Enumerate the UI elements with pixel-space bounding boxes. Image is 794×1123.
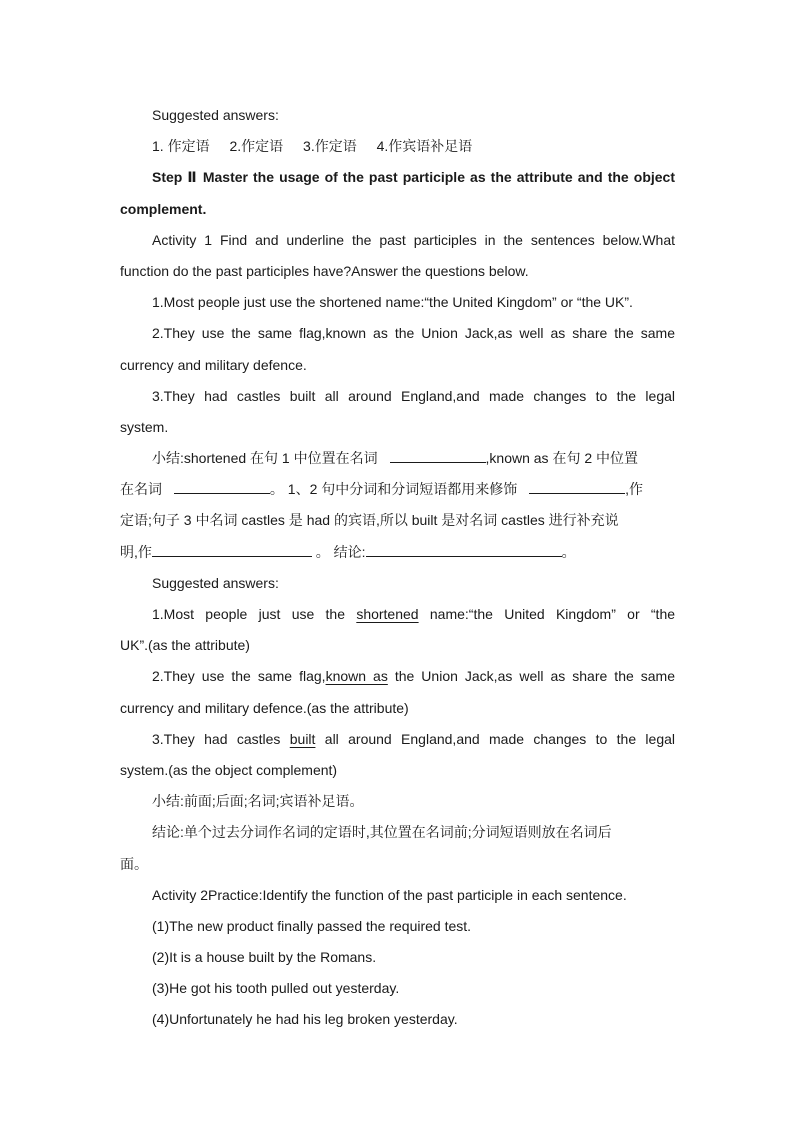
underlined-participle: shortened bbox=[356, 606, 419, 622]
summary-text: ,known as 在句 2 中位置 bbox=[485, 450, 639, 467]
activity1-intro: Activity 1 Find and underline the past participles in the sentences below.What bbox=[152, 231, 675, 248]
suggested-answers-label: Suggested answers: bbox=[152, 574, 279, 591]
practice-item: (4)Unfortunately he had his leg broken yesterday. bbox=[152, 1011, 458, 1028]
answer-text: the Union Jack,as well as share the same bbox=[394, 668, 676, 685]
answer-item: 1. 作定语 bbox=[152, 138, 210, 155]
summary-line: 定语;句子 3 中名词 castles 是 had 的宾语,所以 built 是对名词 castles 进行补充说 bbox=[120, 512, 619, 529]
fill-blank[interactable] bbox=[152, 542, 312, 557]
summary-text: 。 1、2 句中分词和分词短语都用来修饰 bbox=[269, 481, 518, 498]
answer-list bbox=[120, 131, 675, 162]
summary-line bbox=[120, 537, 675, 568]
answer-text: name:“the United Kingdom” or “the bbox=[429, 606, 676, 622]
answer-sentence-2 bbox=[120, 661, 675, 692]
practice-item: (3)He got his tooth pulled out yesterday. bbox=[152, 980, 400, 997]
summary-text: 小结:shortened 在句 1 中位置在名词 bbox=[152, 450, 378, 467]
activity2-intro: Activity 2Practice:Identify the function of the past participle in each sentence. bbox=[152, 886, 627, 903]
sentence-2-cont: currency and military defence. bbox=[120, 356, 307, 373]
summary-text: 。 结论: bbox=[315, 543, 366, 560]
fill-blank[interactable] bbox=[366, 542, 562, 557]
document-body bbox=[120, 100, 675, 1036]
fill-blank[interactable] bbox=[174, 479, 270, 494]
summary-text: 在名词 bbox=[120, 481, 162, 498]
summary-text: 明,作 bbox=[120, 543, 152, 560]
answer-item: 3.作定语 bbox=[303, 138, 357, 155]
underlined-participle: known as bbox=[325, 668, 388, 685]
sentence-3-cont: system. bbox=[120, 418, 169, 435]
step-heading-line: Step Ⅱ Master the usage of the past participle as the attribute and the object bbox=[152, 169, 675, 186]
summary-answer: 小结:前面;后面;名词;宾语补足语。 bbox=[152, 793, 364, 810]
sentence-2: 2.They use the same flag,known as the Union Jack,as well as share the same bbox=[152, 325, 675, 342]
answer-sentence-1-cont: UK”.(as the attribute) bbox=[120, 637, 250, 654]
answer-text: 3.They had castles bbox=[152, 730, 281, 747]
step-heading-line: complement. bbox=[120, 200, 207, 217]
answer-text: 2.They use the same flag, bbox=[152, 668, 326, 685]
practice-item: (2)It is a house built by the Romans. bbox=[152, 949, 377, 966]
answer-item: 2.作定语 bbox=[229, 138, 284, 155]
summary-line bbox=[120, 474, 675, 505]
practice-item: (1)The new product finally passed the required test. bbox=[152, 917, 472, 934]
answer-sentence-3 bbox=[120, 724, 675, 755]
suggested-answers-label: Suggested answers: bbox=[152, 107, 279, 123]
conclusion-answer-cont: 面。 bbox=[120, 855, 148, 872]
answer-sentence-3-cont: system.(as the object complement) bbox=[120, 761, 338, 778]
summary-line bbox=[120, 443, 675, 474]
answer-sentence-2-cont: currency and military defence.(as the attribute) bbox=[120, 699, 409, 716]
activity1-intro: function do the past participles have?Answer the questions below. bbox=[120, 262, 529, 279]
answer-sentence-1 bbox=[120, 599, 675, 630]
summary-text: 。 bbox=[561, 543, 576, 560]
answer-text: all around England,and made changes to the legal bbox=[324, 730, 676, 747]
fill-blank[interactable] bbox=[529, 479, 625, 494]
answer-text: 1.Most people just use the bbox=[152, 606, 346, 622]
sentence-1: 1.Most people just use the shortened name:“the United Kingdom” or “the UK”. bbox=[152, 294, 633, 311]
summary-text: ,作 bbox=[625, 481, 644, 498]
fill-blank[interactable] bbox=[390, 448, 486, 463]
answer-item: 4.作宾语补足语 bbox=[376, 138, 473, 155]
conclusion-answer: 结论:单个过去分词作名词的定语时,其位置在名词前;分词短语则放在名词后 bbox=[152, 824, 612, 841]
underlined-participle: built bbox=[289, 730, 316, 747]
sentence-3: 3.They had castles built all around England,and made changes to the legal bbox=[152, 387, 675, 404]
